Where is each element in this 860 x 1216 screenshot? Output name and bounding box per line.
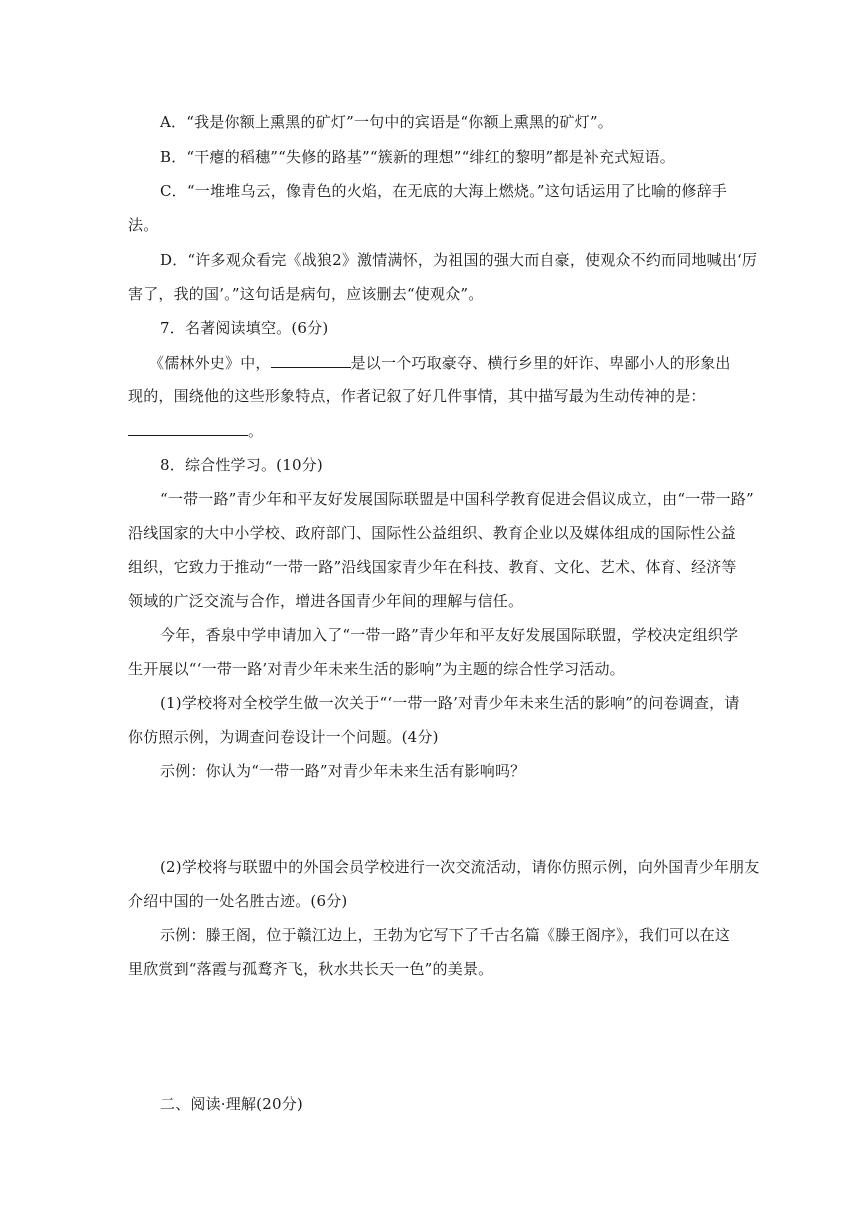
question8-para2-line2: 生开展以“‘一带一路’对青少年未来生活的影响”为主题的综合性学习活动。: [128, 660, 625, 678]
question7-line3-end: 。: [248, 422, 264, 440]
question8-sub1-line1: (1)学校将对全校学生做一次关于“‘一带一路’对青少年未来生活的影响”的问卷调查，请: [160, 694, 740, 712]
option-d-line1: D．“许多观众看完《战狼2》激情满怀，为祖国的强大而自豪，使观众不约而同地喊出‘厉: [160, 251, 758, 269]
answer-blank-2[interactable]: [128, 420, 248, 436]
question8-heading: 8．综合性学习。(10分): [160, 456, 323, 474]
question7-heading: 7．名著阅读填空。(6分): [160, 319, 329, 337]
section2-heading: 二、阅读·理解(20分): [160, 1095, 303, 1113]
question8-sub2-line1: (2)学校将与联盟中的外国会员学校进行一次交流活动，请你仿照示例，向外国青少年朋友: [160, 858, 760, 876]
question8-para1-line3: 组织，它致力于推动“一带一路”沿线国家青少年在科技、教育、文化、艺术、体育、经济等: [128, 558, 737, 576]
question8-sub2-example-line1: 示例：滕王阁，位于赣江边上，王勃为它写下了千古名篇《滕王阁序》，我们可以在这: [160, 926, 731, 944]
question8-sub2-example-line2: 里欣赏到“落霞与孤鹜齐飞，秋水共长天一色”的美景。: [128, 960, 494, 978]
option-c-line2: 法。: [128, 216, 159, 234]
question7-line2: 现的，围绕他的这些形象特点，作者记叙了好几件事情，其中描写最为生动传神的是：: [128, 387, 706, 405]
question7-line3: [128, 420, 263, 441]
question7-line1-before: 《儒林外史》中，: [149, 354, 271, 372]
question8-para2-line1: 今年，香泉中学申请加入了“一带一路”青少年和平友好发展国际联盟，学校决定组织学: [160, 626, 739, 644]
option-c-line1: C．“一堆堆乌云，像青色的火焰，在无底的大海上燃烧。”这句话运用了比喻的修辞手: [160, 182, 728, 200]
question8-para1-line4: 领域的广泛交流与合作，增进各国青少年间的理解与信任。: [128, 592, 524, 610]
answer-blank-1[interactable]: [271, 352, 351, 368]
question7-line1: [149, 352, 731, 373]
question8-para1-line2: 沿线国家的大中小学校、政府部门、国际性公益组织、教育企业以及媒体组成的国际性公益: [128, 524, 737, 542]
option-b: B．“干瘪的稻穗”“失修的路基”“簇新的理想”“绯红的黎明”都是补充式短语。: [160, 148, 675, 166]
question8-sub2-line2: 介绍中国的一处名胜古迹。(6分): [128, 892, 348, 910]
option-d-line2: 害了，我的国’。”这句话是病句，应该删去“使观众”。: [128, 285, 484, 303]
question7-line1-after: 是以一个巧取豪夺、横行乡里的奸诈、卑鄙小人的形象出: [350, 354, 731, 372]
question8-sub1-line2: 你仿照示例，为调查问卷设计一个问题。(4分): [128, 728, 439, 746]
option-a: A．“我是你额上熏黑的矿灯”一句中的宾语是“你额上熏黑的矿灯”。: [160, 113, 613, 131]
question8-sub1-example: 示例：你认为“一带一路”对青少年未来生活有影响吗？: [160, 762, 526, 780]
question8-para1-line1: “一带一路”青少年和平友好发展国际联盟是中国科学教育促进会倡议成立，由“一带一路”: [160, 490, 754, 508]
